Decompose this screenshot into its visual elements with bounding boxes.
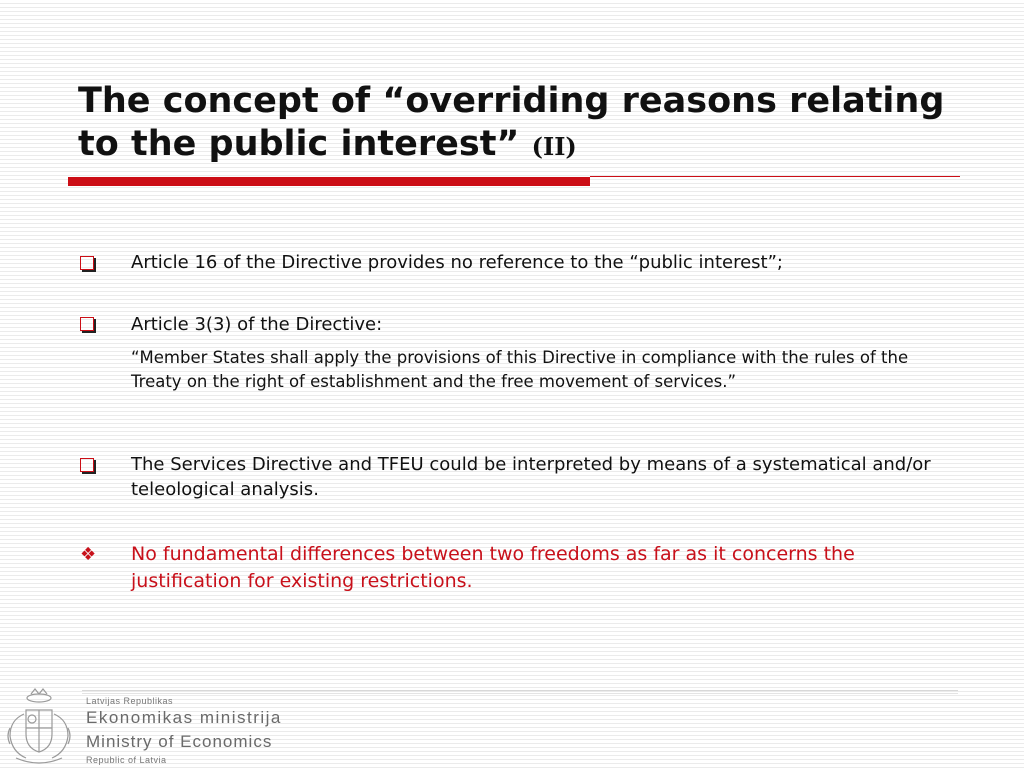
slide-title	[78, 80, 978, 168]
title-underline-thick	[68, 177, 590, 186]
bullet-text: Article 16 of the Directive provides no reference to the “public interest”;	[131, 252, 783, 273]
footer-line-4: Republic of Latvia	[86, 755, 167, 765]
footer-line-1: Latvijas Republikas	[86, 696, 174, 706]
bullet-quote: “Member States shall apply the provisions of this Directive in compliance with the rules of the Treaty on the right of establishment and the free movement of services.”	[131, 348, 909, 391]
diamond-bullet-icon: ❖	[80, 544, 97, 565]
footer-divider	[82, 693, 958, 694]
checkbox-bullet-icon	[80, 317, 94, 331]
coat-of-arms-logo-icon	[2, 684, 76, 768]
bullet-text-highlight: No fundamental differences between two freedoms as far as it concerns the justification for existing restrictions.	[131, 543, 855, 592]
checkbox-bullet-icon	[80, 256, 94, 270]
footer-line-3: Ministry of Economics	[86, 732, 273, 751]
bullet-text: Article 3(3) of the Directive:	[131, 314, 383, 335]
footer-divider	[82, 690, 958, 691]
slide-title-main: The concept of “overriding reasons relating to the public interest”	[78, 81, 945, 164]
footer-line-2: Ekonomikas ministrija	[86, 708, 282, 727]
title-underline-thin	[590, 176, 960, 177]
slide-title-suffix: (II)	[531, 132, 577, 161]
checkbox-bullet-icon	[80, 458, 94, 472]
bullet-text: The Services Directive and TFEU could be interpreted by means of a systematical and/or teleological analysis.	[131, 454, 931, 500]
